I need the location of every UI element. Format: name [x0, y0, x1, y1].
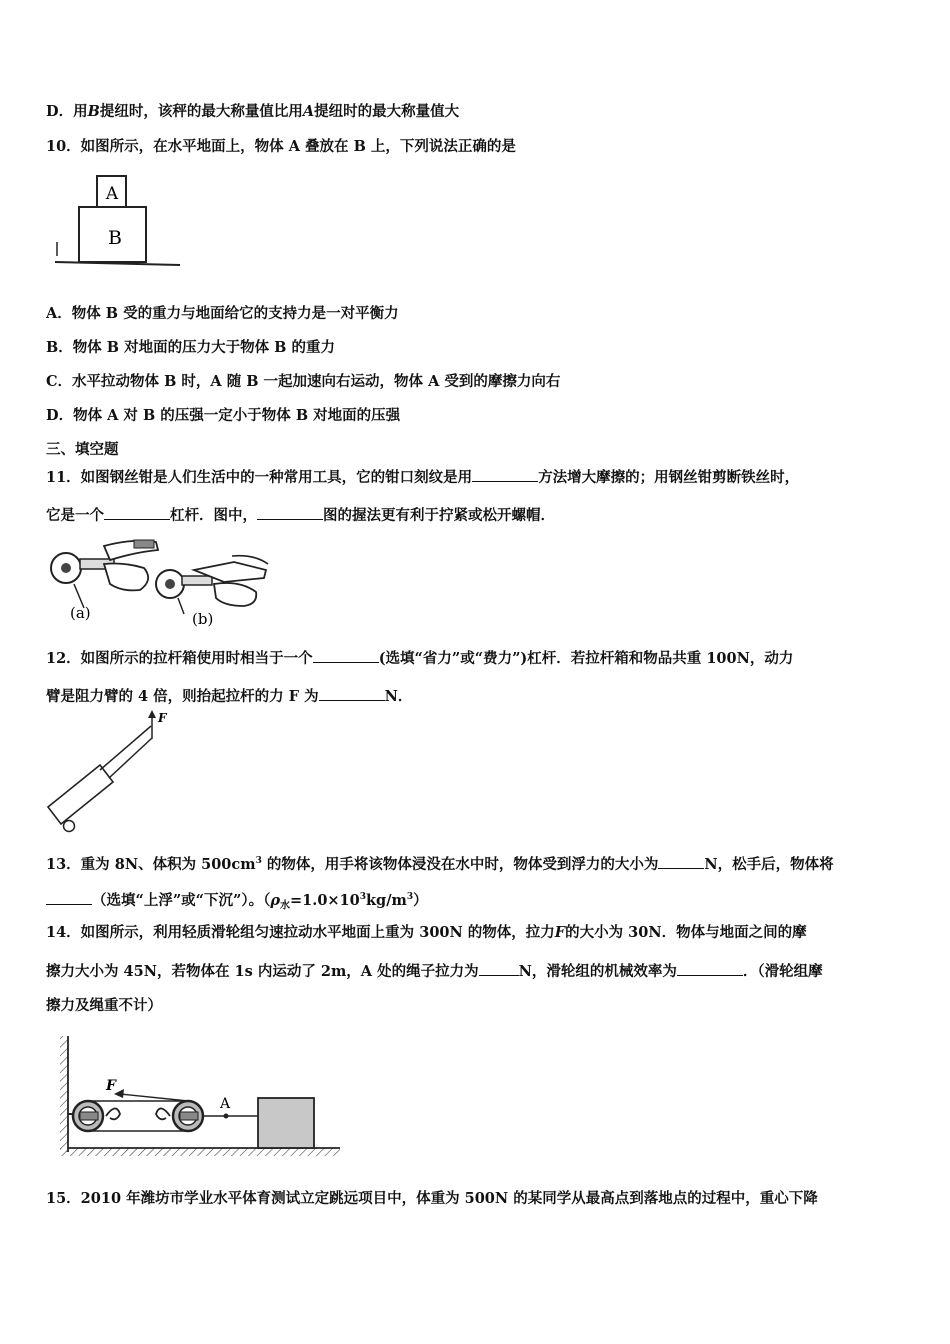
q11-figure [44, 534, 284, 629]
q11-blank-1 [472, 466, 538, 482]
q12-blank-2 [319, 685, 385, 701]
q13-line1: 13．重为 8N、体积为 $500cm^3$ 的物体，用手将该物体浸没在水中时，物体受到浮力的大小为 N，松手后，物体将 [46, 851, 834, 875]
section-title: 三、填空题 [46, 441, 119, 458]
ground [60, 1148, 340, 1156]
block-a-label: A [105, 184, 119, 204]
point-a-label: A [220, 1096, 231, 1112]
figure-b-label: (b) [192, 610, 214, 628]
point-a [224, 1114, 229, 1119]
suitcase-body [48, 765, 113, 824]
block-b-label: B [108, 227, 122, 249]
force-arrowhead [148, 710, 156, 718]
wall [60, 1036, 68, 1152]
q14-line2: 擦力大小为 45N，若物体在 1s 内运动了 2m，A 处的绳子拉力为 N，滑轮组的机械效率为 ．（滑轮组摩 [46, 960, 823, 982]
q11-line2: 它是一个 杠杆．图中， 图的握法更有利于拧紧或松开螺帽． [46, 504, 555, 526]
suitcase-wheel [64, 821, 75, 832]
q10-stem: 10．如图所示，在水平地面上，物体 A 叠放在 B 上，下列说法正确的是 [46, 138, 516, 155]
q15-line1: 15．2010 年潍坊市学业水平体育测试立定跳远项目中，体重为 500N 的某同学从最高点到落地点的过程中，重心下降 [46, 1190, 818, 1207]
q14-blank-2 [677, 960, 743, 976]
figure-a-label: (a) [70, 604, 91, 622]
q12-figure [40, 712, 180, 842]
force-label: F [106, 1078, 116, 1094]
force-label: F [158, 711, 167, 725]
q12-blank-1 [313, 647, 379, 663]
q10-option-b: B．物体 B 对地面的压力大于物体 B 的重力 [46, 339, 335, 356]
q10-figure [50, 170, 185, 270]
pliers-a-illustration [51, 540, 158, 608]
q13-blank-2 [46, 889, 92, 905]
q11-blank-2 [104, 504, 170, 520]
q9-option-d: D．用B提纽时，该秤的最大称量值比用A提纽时的最大称量值大 [46, 103, 460, 120]
q14-figure [56, 1034, 346, 1160]
q10-option-d: D．物体 A 对 B 的压强一定小于物体 B 对地面的压强 [46, 407, 401, 424]
q10-option-a: A．物体 B 受的重力与地面给它的支持力是一对平衡力 [46, 305, 399, 322]
q11-blank-3 [257, 504, 323, 520]
q14-line1: 14．如图所示，利用轻质滑轮组匀速拉动水平地面上重为 300N 的物体，拉力F的大小为 30N．物体与地面之间的摩 [46, 924, 807, 941]
q13-line2: （选填“上浮”或“下沉”）。$(\rho_水=1.0\times 10^3kg/m^3)$ [46, 887, 428, 917]
q13-blank-1 [658, 853, 704, 869]
q14-line3: 擦力及绳重不计） [46, 997, 162, 1014]
q12-line2: 臂是阻力臂的 4 倍，则抬起拉杆的力 F 为 N． [46, 685, 412, 707]
pliers-b-illustration [156, 556, 268, 614]
q12-line1: 12．如图所示的拉杆箱使用时相当于一个 (选填“省力”或“费力”)杠杆．若拉杆箱和物品共重 100N，动力 [46, 647, 793, 669]
block [258, 1098, 314, 1148]
q11-line1: 11．如图钢丝钳是人们生活中的一种常用工具，它的钳口刻纹是用 方法增大摩擦的；用钢丝钳剪断铁丝时， [46, 466, 799, 488]
q14-blank-1 [479, 960, 519, 976]
q10-option-c: C．水平拉动物体 B 时，A 随 B 一起加速向右运动，物体 A 受到的摩擦力向右 [46, 373, 561, 390]
